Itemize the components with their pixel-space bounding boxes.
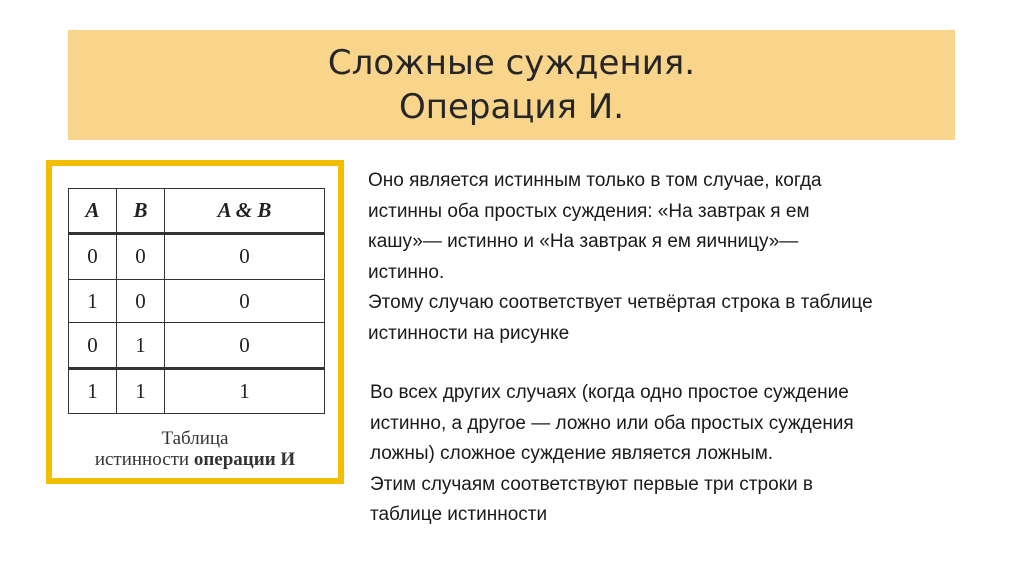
paragraph-line: Этим случаям соответствуют первые три строки в <box>370 473 813 495</box>
paragraph-line: Этому случаю соответствует четвёртая строка в таблице <box>368 292 873 313</box>
title-band <box>68 30 955 140</box>
caption-normal-text: истинности <box>94 449 190 470</box>
table-cell: 0 <box>165 323 325 368</box>
table-cell: 1 <box>69 279 117 323</box>
paragraph-line: кашу»— истинно и «На завтрак я ем яичницу»— <box>368 231 799 252</box>
table-header-row <box>69 189 325 234</box>
paragraph-line: истинны оба простых суждения: «На завтрак я ем <box>368 200 810 222</box>
table-cell: 0 <box>69 234 117 279</box>
paragraph-line: Во всех других случаях (когда одно простое суждение <box>370 382 849 403</box>
table-cell: 0 <box>117 279 165 323</box>
paragraph-line: ложны) сложное суждение является ложным. <box>370 443 774 464</box>
table-cell: 1 <box>165 368 325 413</box>
paragraph-line: истинно. <box>368 261 445 283</box>
paragraph-line: истинности на рисунке <box>368 322 570 344</box>
table-cell: 0 <box>69 323 117 368</box>
caption-line-1: Таблица <box>161 428 229 449</box>
table-row <box>69 323 325 368</box>
table-row <box>69 368 325 413</box>
paragraph-line: Оно является истинным только в том случае, когда <box>368 170 822 191</box>
truth-table <box>68 188 325 414</box>
truth-table-figure <box>46 160 344 484</box>
table-cell: 0 <box>117 234 165 279</box>
table-row <box>69 234 325 279</box>
table-cell: 1 <box>117 323 165 368</box>
paragraph-true-case <box>368 166 988 349</box>
header-a: A <box>69 189 117 234</box>
table-caption <box>52 428 338 470</box>
slide-title-line-2: Операция И. <box>398 87 625 127</box>
header-b: B <box>117 189 165 234</box>
table-cell: 1 <box>69 368 117 413</box>
caption-bold-text: операции И <box>193 449 296 470</box>
paragraph-false-cases <box>370 378 990 531</box>
caption-line-2 <box>52 449 338 470</box>
paragraph-line: таблице истинности <box>370 504 548 525</box>
table-row <box>69 279 325 323</box>
table-cell: 1 <box>117 368 165 413</box>
slide-title-line-1: Сложные суждения. <box>327 43 696 83</box>
paragraph-line: истинно, а другое — ложно или оба простых суждения <box>370 412 854 434</box>
table-cell: 0 <box>165 234 325 279</box>
table-cell: 0 <box>165 279 325 323</box>
header-a-and-b: A & B <box>165 189 325 234</box>
